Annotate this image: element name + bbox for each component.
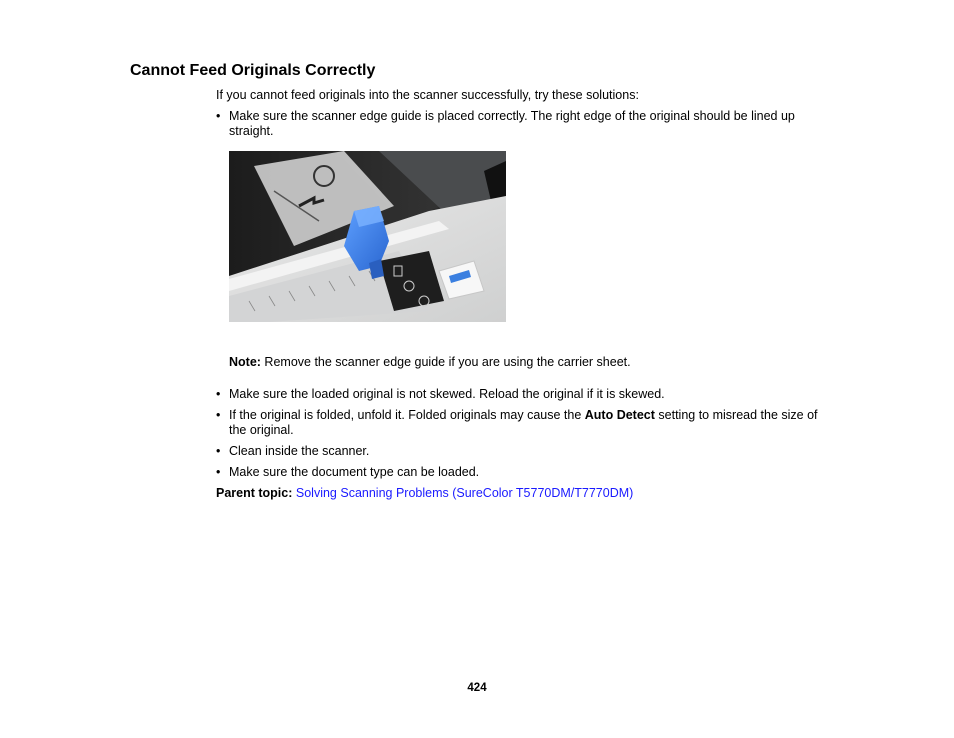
list-item-text: Clean inside the scanner.: [229, 444, 370, 458]
list-item-text: Make sure the document type can be loaded.: [229, 465, 480, 479]
auto-detect-term: Auto Detect: [584, 408, 655, 422]
bullet-dot: •: [216, 465, 221, 479]
bullet-dot: •: [216, 387, 221, 401]
note-text: Remove the scanner edge guide if you are using the carrier sheet.: [260, 355, 631, 369]
page-number: 424: [467, 682, 487, 694]
list-item-text: Make sure the loaded original is not skewed. Reload the original if it is skewed.: [229, 387, 665, 401]
parent-topic-label: Parent topic:: [216, 486, 293, 500]
page-title: Cannot Feed Originals Correctly: [130, 62, 376, 79]
scanner-edge-guide-photo: [229, 151, 506, 322]
parent-topic-link[interactable]: Solving Scanning Problems (SureColor T5770DM/T7770DM): [295, 486, 634, 500]
bullet-dot: •: [216, 109, 221, 123]
list-item-text-before: If the original is folded, unfold it. Folded originals may cause the: [229, 408, 585, 422]
bullet-dot: •: [216, 408, 221, 422]
intro-text: If you cannot feed originals into the scanner successfully, try these solutions:: [216, 88, 639, 102]
list-item: [216, 109, 828, 139]
list-item: [216, 387, 828, 402]
bullet-dot: •: [216, 444, 221, 458]
note-label: Note:: [229, 355, 261, 369]
list-item-text-after: setting to misread the size of the original.: [229, 408, 818, 437]
list-item: [216, 444, 828, 459]
list-item: [216, 408, 828, 438]
note: [229, 355, 631, 369]
list-item-text: Make sure the scanner edge guide is placed correctly. The right edge of the original should be lined up straight.: [229, 109, 795, 138]
list-item: [216, 465, 828, 480]
list-item-text: [229, 408, 828, 438]
parent-topic: [216, 486, 633, 500]
